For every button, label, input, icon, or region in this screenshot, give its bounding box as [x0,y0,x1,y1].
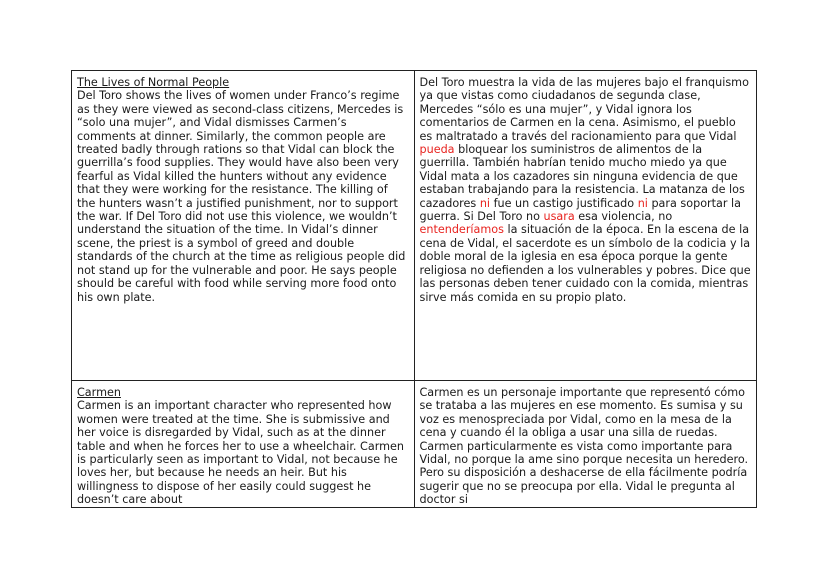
table-row [72,71,757,381]
highlighted-correction: entenderíamos [419,223,504,237]
english-paragraph: Carmen is an important character who represented how women were treated at the time. She is submissive and her voice is disregarded by Vidal, such as at the dinner table and when he forces her to use a wheelchair. Carmen is particularly seen as important to Vidal, not because he loves her, but because he needs an heir. But his willingness to dispose of her easily could suggest he doesn’t care about [77,399,404,507]
spanish-paragraph: Del Toro muestra la vida de las mujeres bajo el franquismo ya que vistas como ciudadanos de segunda clase, Mercedes “sólo es una mujer”, y Vidal ignora los comentarios de Carmen en la cena. Asimismo, el pueblo es maltratado a través del racionamiento para que Vidal pueda bloquear los suministros de alimentos de la guerrilla. También habrían tenido mucho miedo ya que Vidal mata a los cazadores sin ninguna evidencia de que estaban trabajando para la resistencia. La matanza de los cazadores ni fue un castigo justificado ni para soportar la guerra. Si Del Toro no usara esa violencia, no entenderíamos la situación de la época. En la escena de la cena de Vidal, el sacerdote es un símbolo de la codicia y la doble moral de la iglesia en esa época porque la gente religiosa no defienden a los vulnerables y pobres. Dice que las personas deben tener cuidado con la comida, mientras sirve más comida en su propio plato. [419,76,751,304]
spanish-paragraph: Carmen es un personaje importante que representó cómo se trataba a las mujeres en ese momento. Es sumisa y su voz es menospreciada por Vidal, como en la mesa de la cena y cuando él la obliga a usar una silla de ruedas. Carmen particularmente es vista como importante para Vidal, no porque la ame sino porque necesita un heredero. Pero su disposición a deshacerse de ella fácilmente podría sugerir que no se preocupa por ella. Vidal le pregunta al doctor si [419,386,749,507]
section-heading: The Lives of Normal People [77,76,230,89]
section-heading: Carmen [77,386,121,399]
english-paragraph: Del Toro shows the lives of women under Franco’s regime as they were viewed as second-class citizens, Mercedes is “solo una mujer”, and Vidal dismisses Carmen’s comments at dinner. Similarly, the common people are treated badly through rations so that Vidal can block the guerrilla’s food supplies. They would have also been very fearful as Vidal killed the hunters without any evidence that they were working for the resistance. The killing of the hunters wasn’t a justified punishment, nor to support the war. If Del Toro did not use this violence, we wouldn’t understand the situation of the time. In Vidal’s dinner scene, the priest is a symbol of greed and double standards of the church at the time as religious people did not stand up for the vulnerable and poor. He says people should be careful with food while serving more food onto his own plate. [77,89,406,304]
english-cell-carmen [72,381,415,508]
spanish-cell-carmen [414,381,757,508]
highlighted-correction: ni [637,196,648,210]
english-cell-normal-people [72,71,415,381]
table-row [72,381,757,508]
highlighted-correction: ni [479,196,491,210]
highlighted-correction: pueda [419,143,455,157]
spanish-cell-normal-people [414,71,757,381]
highlighted-correction: usara [543,210,575,224]
translation-table [71,70,757,508]
